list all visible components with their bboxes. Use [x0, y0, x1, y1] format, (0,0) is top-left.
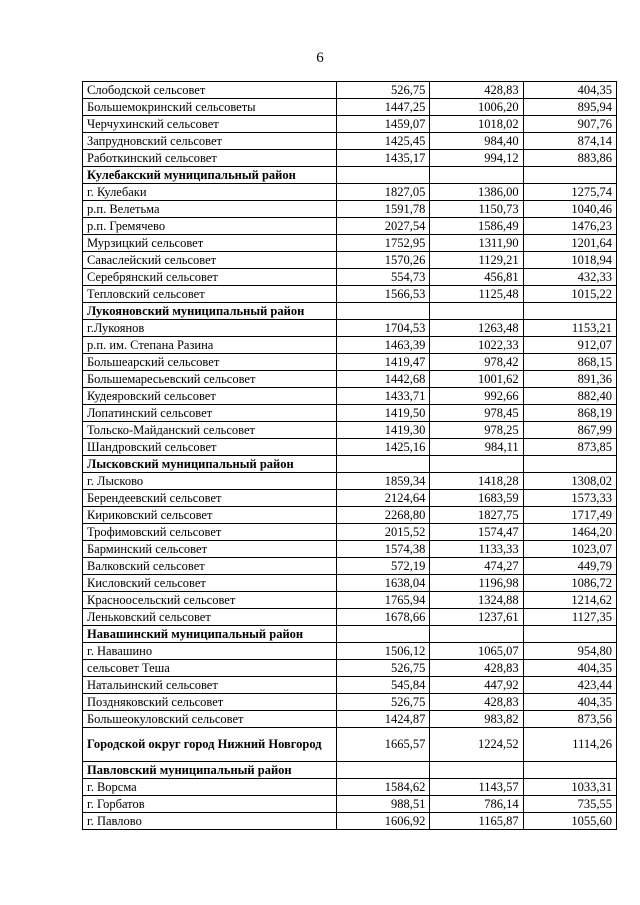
table-row	[83, 388, 617, 405]
value-cell-3: 1127,35	[523, 609, 616, 626]
value-cell-1: 2015,52	[337, 524, 430, 541]
settlement-name-cell: Тепловский сельсовет	[83, 286, 337, 303]
district-header-row	[83, 303, 617, 320]
settlement-name-cell: Большеарский сельсовет	[83, 354, 337, 371]
value-cell-2: 1001,62	[430, 371, 523, 388]
settlement-name-cell: Городской округ город Нижний Новгород	[83, 728, 337, 762]
value-cell-3: 1464,20	[523, 524, 616, 541]
settlement-name-cell: Мурзицкий сельсовет	[83, 235, 337, 252]
table-row	[83, 524, 617, 541]
value-cell-2: 1324,88	[430, 592, 523, 609]
settlement-name-cell: г. Навашино	[83, 643, 337, 660]
value-cell-2: 984,40	[430, 133, 523, 150]
page-number: 6	[316, 50, 324, 66]
value-cell-1: 1447,25	[337, 99, 430, 116]
value-cell-3: 1033,31	[523, 779, 616, 796]
value-cell-3: 404,35	[523, 660, 616, 677]
value-cell-3: 868,15	[523, 354, 616, 371]
value-cell-1: 1574,38	[337, 541, 430, 558]
value-cell-1: 1435,17	[337, 150, 430, 167]
settlement-name-cell: Кириковский сельсовет	[83, 507, 337, 524]
table-row	[83, 609, 617, 626]
value-cell-1: 1433,71	[337, 388, 430, 405]
value-cell-1: 1442,68	[337, 371, 430, 388]
settlement-name-cell: Серебрянский сельсовет	[83, 269, 337, 286]
value-cell-1	[337, 626, 430, 643]
table-row	[83, 337, 617, 354]
settlement-name-cell: Барминский сельсовет	[83, 541, 337, 558]
value-cell-2: 1827,75	[430, 507, 523, 524]
table-row	[83, 354, 617, 371]
value-cell-2: 1586,49	[430, 218, 523, 235]
value-cell-2: 1006,20	[430, 99, 523, 116]
value-cell-1: 1704,53	[337, 320, 430, 337]
settlement-name-cell: г. Кулебаки	[83, 184, 337, 201]
value-cell-3: 1573,33	[523, 490, 616, 507]
value-cell-1: 1459,07	[337, 116, 430, 133]
settlement-name-cell: г. Ворсма	[83, 779, 337, 796]
value-cell-1: 2268,80	[337, 507, 430, 524]
value-cell-1: 988,51	[337, 796, 430, 813]
value-cell-2: 1022,33	[430, 337, 523, 354]
settlement-name-cell: г.Лукоянов	[83, 320, 337, 337]
value-cell-3: 873,56	[523, 711, 616, 728]
settlement-name-cell: р.п. им. Степана Разина	[83, 337, 337, 354]
table-row	[83, 558, 617, 575]
settlement-name-cell: Поздняковский сельсовет	[83, 694, 337, 711]
table-row	[83, 116, 617, 133]
value-cell-1: 1506,12	[337, 643, 430, 660]
value-cell-3	[523, 303, 616, 320]
value-cell-3: 1114,26	[523, 728, 616, 762]
table-row	[83, 439, 617, 456]
value-cell-1: 1419,50	[337, 405, 430, 422]
value-cell-2	[430, 303, 523, 320]
value-cell-2: 474,27	[430, 558, 523, 575]
value-cell-1: 1665,57	[337, 728, 430, 762]
settlement-name-cell: Большеокуловский сельсовет	[83, 711, 337, 728]
table-row	[83, 218, 617, 235]
district-header-row	[83, 456, 617, 473]
settlement-name-cell: Павловский муниципальный район	[83, 762, 337, 779]
value-cell-2: 1129,21	[430, 252, 523, 269]
settlement-name-cell: Большемокринский сельсоветы	[83, 99, 337, 116]
table-row	[83, 252, 617, 269]
table-row	[83, 235, 617, 252]
value-cell-1: 1638,04	[337, 575, 430, 592]
value-cell-1: 1570,26	[337, 252, 430, 269]
table-row	[83, 507, 617, 524]
value-cell-3: 1275,74	[523, 184, 616, 201]
tariff-table	[82, 81, 617, 830]
value-cell-2: 1683,59	[430, 490, 523, 507]
table-row	[83, 541, 617, 558]
value-cell-2: 786,14	[430, 796, 523, 813]
value-cell-3: 868,19	[523, 405, 616, 422]
value-cell-2: 983,82	[430, 711, 523, 728]
district-header-row	[83, 762, 617, 779]
settlement-name-cell: р.п. Велетьма	[83, 201, 337, 218]
value-cell-3: 404,35	[523, 82, 616, 99]
table-row	[83, 269, 617, 286]
settlement-name-cell: сельсовет Теша	[83, 660, 337, 677]
value-cell-1: 572,19	[337, 558, 430, 575]
value-cell-2: 1125,48	[430, 286, 523, 303]
value-cell-1	[337, 167, 430, 184]
value-cell-2	[430, 626, 523, 643]
table-row	[83, 473, 617, 490]
value-cell-1: 1419,30	[337, 422, 430, 439]
value-cell-2	[430, 762, 523, 779]
value-cell-1: 526,75	[337, 694, 430, 711]
value-cell-1: 1419,47	[337, 354, 430, 371]
district-header-row	[83, 728, 617, 762]
value-cell-2: 1133,33	[430, 541, 523, 558]
value-cell-2: 1418,28	[430, 473, 523, 490]
settlement-name-cell: Лопатинский сельсовет	[83, 405, 337, 422]
value-cell-3: 883,86	[523, 150, 616, 167]
value-cell-3: 867,99	[523, 422, 616, 439]
value-cell-1: 526,75	[337, 82, 430, 99]
table-row	[83, 286, 617, 303]
value-cell-1: 1827,05	[337, 184, 430, 201]
value-cell-1	[337, 303, 430, 320]
table-row	[83, 201, 617, 218]
table-row	[83, 422, 617, 439]
value-cell-2: 978,45	[430, 405, 523, 422]
value-cell-3: 404,35	[523, 694, 616, 711]
value-cell-2: 1143,57	[430, 779, 523, 796]
value-cell-2	[430, 456, 523, 473]
settlement-name-cell: Тольско-Майданский сельсовет	[83, 422, 337, 439]
settlement-name-cell: г. Павлово	[83, 813, 337, 830]
value-cell-1	[337, 456, 430, 473]
value-cell-2	[430, 167, 523, 184]
settlement-name-cell: Натальинский сельсовет	[83, 677, 337, 694]
table-row	[83, 150, 617, 167]
value-cell-2: 1196,98	[430, 575, 523, 592]
table-row	[83, 643, 617, 660]
table-row	[83, 405, 617, 422]
value-cell-2: 1263,48	[430, 320, 523, 337]
value-cell-2: 1018,02	[430, 116, 523, 133]
settlement-name-cell: Кисловский сельсовет	[83, 575, 337, 592]
value-cell-2: 1224,52	[430, 728, 523, 762]
value-cell-3: 912,07	[523, 337, 616, 354]
settlement-name-cell: Лукояновский муниципальный район	[83, 303, 337, 320]
value-cell-3: 1018,94	[523, 252, 616, 269]
table-row	[83, 82, 617, 99]
value-cell-3	[523, 626, 616, 643]
value-cell-3: 1040,46	[523, 201, 616, 218]
value-cell-2: 1065,07	[430, 643, 523, 660]
settlement-name-cell: Красноосельский сельсовет	[83, 592, 337, 609]
settlement-name-cell: Кулебакский муниципальный район	[83, 167, 337, 184]
table-row	[83, 677, 617, 694]
settlement-name-cell: Работкинский сельсовет	[83, 150, 337, 167]
value-cell-2: 428,83	[430, 694, 523, 711]
value-cell-1: 1678,66	[337, 609, 430, 626]
value-cell-1: 1765,94	[337, 592, 430, 609]
value-cell-3: 423,44	[523, 677, 616, 694]
value-cell-1: 2124,64	[337, 490, 430, 507]
value-cell-3: 1214,62	[523, 592, 616, 609]
table-row	[83, 371, 617, 388]
settlement-name-cell: Валковский сельсовет	[83, 558, 337, 575]
value-cell-3	[523, 762, 616, 779]
value-cell-2: 1386,00	[430, 184, 523, 201]
value-cell-3: 449,79	[523, 558, 616, 575]
value-cell-2: 984,11	[430, 439, 523, 456]
value-cell-3: 954,80	[523, 643, 616, 660]
value-cell-2: 1574,47	[430, 524, 523, 541]
value-cell-3: 735,55	[523, 796, 616, 813]
value-cell-2: 978,42	[430, 354, 523, 371]
table-row	[83, 133, 617, 150]
value-cell-2: 1311,90	[430, 235, 523, 252]
value-cell-2: 428,83	[430, 660, 523, 677]
value-cell-1: 1584,62	[337, 779, 430, 796]
value-cell-2: 978,25	[430, 422, 523, 439]
district-header-row	[83, 626, 617, 643]
settlement-name-cell: Саваслейский сельсовет	[83, 252, 337, 269]
value-cell-2: 456,81	[430, 269, 523, 286]
settlement-name-cell: г. Горбатов	[83, 796, 337, 813]
value-cell-3: 1476,23	[523, 218, 616, 235]
value-cell-2: 447,92	[430, 677, 523, 694]
value-cell-3: 873,85	[523, 439, 616, 456]
table-body	[83, 82, 617, 830]
value-cell-1: 1752,95	[337, 235, 430, 252]
value-cell-1: 2027,54	[337, 218, 430, 235]
value-cell-1: 1425,45	[337, 133, 430, 150]
value-cell-3: 882,40	[523, 388, 616, 405]
value-cell-3: 1201,64	[523, 235, 616, 252]
table-row	[83, 99, 617, 116]
value-cell-3: 1055,60	[523, 813, 616, 830]
value-cell-3: 891,36	[523, 371, 616, 388]
value-cell-1: 1463,39	[337, 337, 430, 354]
value-cell-3: 907,76	[523, 116, 616, 133]
value-cell-2: 1150,73	[430, 201, 523, 218]
value-cell-1: 545,84	[337, 677, 430, 694]
value-cell-3: 874,14	[523, 133, 616, 150]
settlement-name-cell: Трофимовский сельсовет	[83, 524, 337, 541]
settlement-name-cell: Слободской сельсовет	[83, 82, 337, 99]
settlement-name-cell: Кудеяровский сельсовет	[83, 388, 337, 405]
table-row	[83, 796, 617, 813]
value-cell-1: 1606,92	[337, 813, 430, 830]
value-cell-1: 1425,16	[337, 439, 430, 456]
table-row	[83, 711, 617, 728]
district-header-row	[83, 167, 617, 184]
value-cell-2: 428,83	[430, 82, 523, 99]
table-row	[83, 660, 617, 677]
value-cell-1: 1566,53	[337, 286, 430, 303]
settlement-name-cell: Запрудновский сельсовет	[83, 133, 337, 150]
settlement-name-cell: Большемаресьевский сельсовет	[83, 371, 337, 388]
value-cell-2: 1237,61	[430, 609, 523, 626]
value-cell-1: 1424,87	[337, 711, 430, 728]
value-cell-3: 1717,49	[523, 507, 616, 524]
value-cell-3	[523, 456, 616, 473]
value-cell-3: 1153,21	[523, 320, 616, 337]
settlement-name-cell: Шандровский сельсовет	[83, 439, 337, 456]
settlement-name-cell: Лысковский муниципальный район	[83, 456, 337, 473]
table-row	[83, 490, 617, 507]
value-cell-1: 554,73	[337, 269, 430, 286]
value-cell-3: 895,94	[523, 99, 616, 116]
settlement-name-cell: Черчухинский сельсовет	[83, 116, 337, 133]
table-row	[83, 592, 617, 609]
value-cell-1: 526,75	[337, 660, 430, 677]
table-row	[83, 694, 617, 711]
value-cell-3	[523, 167, 616, 184]
table-row	[83, 575, 617, 592]
settlement-name-cell: Леньковский сельсовет	[83, 609, 337, 626]
value-cell-3: 1086,72	[523, 575, 616, 592]
settlement-name-cell: Берендеевский сельсовет	[83, 490, 337, 507]
value-cell-1: 1591,78	[337, 201, 430, 218]
value-cell-1: 1859,34	[337, 473, 430, 490]
value-cell-3: 1308,02	[523, 473, 616, 490]
settlement-name-cell: Навашинский муниципальный район	[83, 626, 337, 643]
value-cell-2: 994,12	[430, 150, 523, 167]
table-row	[83, 779, 617, 796]
value-cell-3: 1015,22	[523, 286, 616, 303]
value-cell-2: 1165,87	[430, 813, 523, 830]
value-cell-2: 992,66	[430, 388, 523, 405]
settlement-name-cell: р.п. Гремячево	[83, 218, 337, 235]
table-row	[83, 320, 617, 337]
table-row	[83, 184, 617, 201]
table-row	[83, 813, 617, 830]
settlement-name-cell: г. Лысково	[83, 473, 337, 490]
value-cell-3: 1023,07	[523, 541, 616, 558]
value-cell-3: 432,33	[523, 269, 616, 286]
value-cell-1	[337, 762, 430, 779]
